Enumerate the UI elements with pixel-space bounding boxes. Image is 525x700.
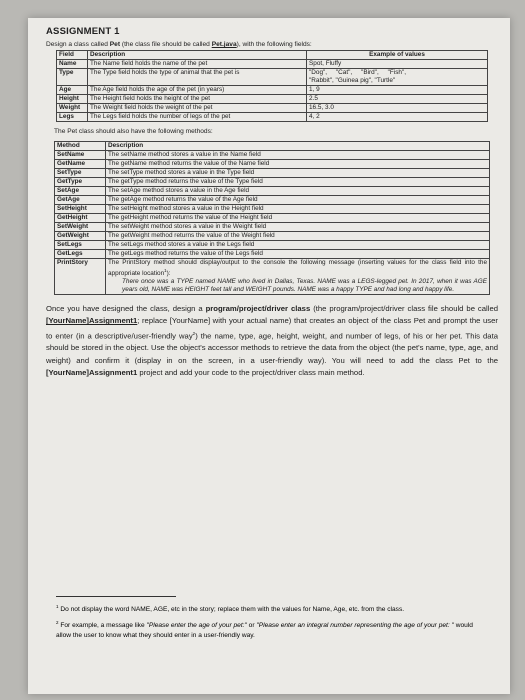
fields-header-description: Description	[88, 51, 307, 60]
field-example: 2.5	[307, 95, 488, 104]
para-text-4: ) the name, type, age, height, weight, and number of legs, of his or her pet. This data should be stored in the object. Use the object's accessor methods to retrieve the data from the object (the pet's name, type, age, and weight) and confirm it (display in on the screen, in a user-friendly way). You will need to add the class Pet to the	[46, 331, 498, 365]
footnote-ref-1: 1	[164, 268, 167, 273]
field-row	[57, 86, 488, 95]
method-row	[55, 160, 490, 169]
page-content	[46, 26, 498, 379]
field-name: Legs	[57, 113, 88, 122]
field-name: Type	[57, 69, 88, 86]
field-description: The Weight field holds the weight of the pet	[88, 104, 307, 113]
method-row	[55, 232, 490, 241]
fields-intro	[46, 41, 498, 48]
footnote-2-text-b: or	[246, 622, 257, 630]
footnote-divider	[56, 596, 176, 597]
footnote-2-example-2: "Please enter an integral number representing the age of your pet: "	[256, 622, 454, 630]
fields-header-field: Field	[57, 51, 88, 60]
field-description: The Legs field holds the number of legs of the pet	[88, 113, 307, 122]
field-description: The Type field holds the type of animal that the pet is	[88, 69, 307, 86]
footnote-2-number: 2	[56, 620, 59, 625]
method-description: The setHeight method stores a value in the Height field	[106, 205, 490, 214]
field-example: Spot, Fluffy	[307, 60, 488, 69]
method-row	[55, 205, 490, 214]
instructions-paragraph	[46, 303, 498, 379]
field-name: Weight	[57, 104, 88, 113]
method-name: SetAge	[55, 187, 106, 196]
method-name: GetWeight	[55, 232, 106, 241]
method-name: GetHeight	[55, 214, 106, 223]
field-row	[57, 113, 488, 122]
method-description: The getLegs method returns the value of the Legs field	[106, 250, 490, 259]
field-description: The Age field holds the age of the pet (in years)	[88, 86, 307, 95]
field-example: 4, 2	[307, 113, 488, 122]
method-name: SetHeight	[55, 205, 106, 214]
field-name: Age	[57, 86, 88, 95]
story-template: There once was a TYPE named NAME who lived in Dallas, Texas. NAME was a LEGS-legged pet. In 2017, when it was AGE years old, NAME was HEIGHT feet tall and WEIGHT pounds. NAME was a happy TYPE and had long and happy life.	[122, 278, 487, 294]
method-description: The getAge method returns the value of the Age field	[106, 196, 490, 205]
file-name: Pet.java	[211, 41, 237, 48]
footnote-1-number: 1	[56, 604, 59, 609]
method-row	[55, 214, 490, 223]
method-description: The getWeight method returns the value of the Weight field	[106, 232, 490, 241]
field-example	[307, 69, 488, 86]
method-row	[55, 250, 490, 259]
method-row	[55, 169, 490, 178]
methods-header-method: Method	[55, 142, 106, 151]
printstory-description-end: ):	[166, 270, 171, 278]
method-name: SetLegs	[55, 241, 106, 250]
para-bold-2: [YourName]Assignment1	[46, 316, 138, 326]
field-description: The Name field holds the name of the pet	[88, 60, 307, 69]
class-name: Pet	[109, 41, 121, 48]
field-row	[57, 69, 488, 86]
method-row	[55, 187, 490, 196]
fields-header-example: Example of values	[307, 51, 488, 60]
method-description: The setAge method stores a value in the Age field	[106, 187, 490, 196]
field-row	[57, 104, 488, 113]
method-description: The setLegs method stores a value in the Legs field	[106, 241, 490, 250]
method-name: SetWeight	[55, 223, 106, 232]
method-name: GetType	[55, 178, 106, 187]
method-row	[55, 178, 490, 187]
para-bold-3: [YourName]Assignment1	[46, 367, 138, 377]
method-row	[55, 223, 490, 232]
footnote-2-example-1: "Please enter the age of your pet:"	[146, 622, 247, 630]
footnote-2	[56, 618, 486, 641]
method-name: GetAge	[55, 196, 106, 205]
method-description: The getHeight method returns the value of the Height field	[106, 214, 490, 223]
method-description: The setWeight method stores a value in the Weight field	[106, 223, 490, 232]
method-name: SetType	[55, 169, 106, 178]
methods-table	[54, 141, 490, 295]
method-description	[106, 259, 490, 295]
method-row	[55, 241, 490, 250]
para-text-5: project and add your code to the project/driver class main method.	[137, 367, 365, 377]
footnote-2-text-a: For example, a message like	[58, 622, 147, 630]
footnote-ref-2: 2	[192, 330, 196, 336]
footnote-1	[56, 602, 486, 615]
para-bold-1: program/project/driver class	[205, 304, 311, 314]
method-row-printstory	[55, 259, 490, 295]
field-name: Name	[57, 60, 88, 69]
para-text-2: (the program/project/driver class file should be called	[310, 304, 499, 314]
method-row	[55, 151, 490, 160]
intro-text-before: Design a class called	[46, 41, 110, 48]
field-example: 1, 9	[307, 86, 488, 95]
field-example-line1: "Dog", "Cat", "Bird", "Fish",	[309, 69, 406, 76]
field-example-line2: "Rabbit", "Guinea pig", "Turtle"	[309, 77, 396, 84]
methods-intro: The Pet class should also have the following methods:	[54, 128, 213, 135]
methods-header-row	[55, 142, 490, 151]
method-description: The getType method returns the value of the Type field	[106, 178, 490, 187]
field-description: The Height field holds the height of the pet	[88, 95, 307, 104]
printstory-description: The PrintStory method should display/output to the console the following message (inserting values for the class field into the appropriate location	[108, 259, 487, 278]
assignment-title: ASSIGNMENT 1	[46, 26, 120, 37]
field-example: 16.5, 3.0	[307, 104, 488, 113]
method-name: GetLegs	[55, 250, 106, 259]
method-name: PrintStory	[55, 259, 106, 295]
fields-header-row	[57, 51, 488, 60]
method-description: The getName method returns the value of the Name field	[106, 160, 490, 169]
method-name: GetName	[55, 160, 106, 169]
footnote-2-text-c: would allow the user to know what they should enter in a user-friendly way.	[56, 622, 473, 640]
intro-text-after: ), with the following fields:	[236, 41, 312, 48]
intro-text-mid: (the class file should be called	[120, 41, 212, 48]
fields-table	[56, 50, 488, 122]
method-name: SetName	[55, 151, 106, 160]
para-text-3: ; replace [YourName] with your actual name) that creates an object of the class Pet and prompt the user to enter (in a descriptive/user-friendly way	[46, 316, 498, 341]
assignment-page	[28, 18, 510, 694]
method-row	[55, 196, 490, 205]
methods-header-description: Description	[106, 142, 490, 151]
field-row	[57, 60, 488, 69]
method-description: The setType method stores a value in the Type field	[106, 169, 490, 178]
footnote-1-text: Do not display the word NAME, AGE, etc in the story; replace them with the values for Name, Age, etc. from the class.	[58, 606, 405, 614]
field-name: Height	[57, 95, 88, 104]
field-row	[57, 95, 488, 104]
method-description: The setName method stores a value in the Name field	[106, 151, 490, 160]
para-text-1: Once you have designed the class, design a	[46, 304, 206, 314]
